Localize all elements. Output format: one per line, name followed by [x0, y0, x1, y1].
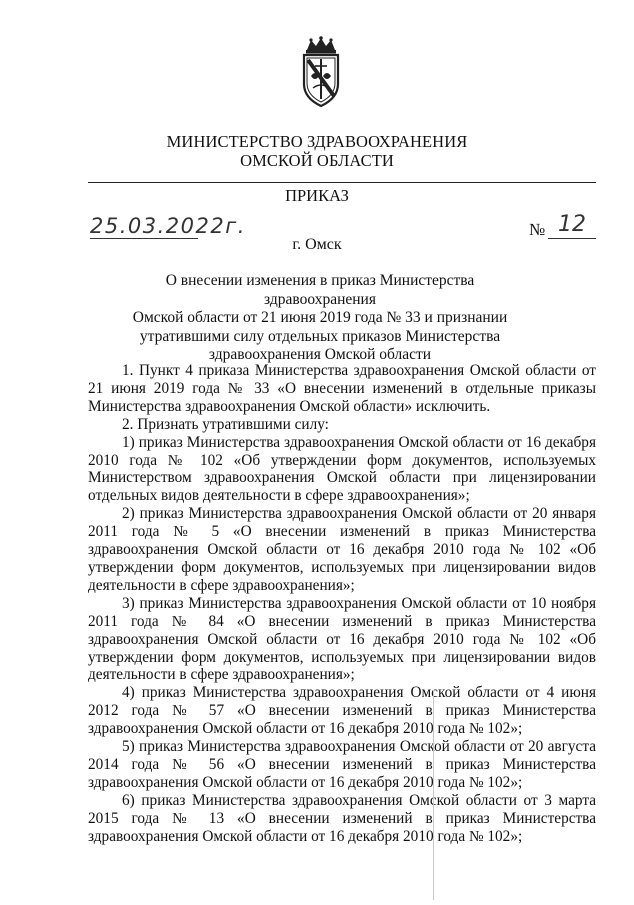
body-paragraph: 3) приказ Министерства здравоохранения Омской области от 10 ноября 2011 года № 84 «О внесении изменений в приказ Министерства здравоохранения Омской области от 16 декабря 2010 года № 102 «Об утверждении форм документов, используемых при лицензировании видов деятельности в сфере здравоохранения»;: [88, 594, 596, 684]
body-paragraph: 2) приказ Министерства здравоохранения Омской области от 20 января 2011 года № 5 «О внесении изменений в приказ Министерства здравоохранения Омской области от 16 декабря 2010 года № 102 «Об утверждении форм документов, используемых при лицензировании видов деятельности в сфере здравоохранения»;: [88, 505, 596, 594]
body-paragraph: 1. Пункт 4 приказа Министерства здравоохранения Омской области от 21 июня 2019 года № 33 «О внесении изменений в отдельные приказы Министерства здравоохранения Омской области» исключить.: [88, 362, 596, 415]
body-paragraph: 1) приказ Министерства здравоохранения Омской области от 16 декабря 2010 года № 102 «Об утверждении форм документов, используемых Министерством здравоохранения Омской области при лицензировании отдельных видов деятельности в сфере здравоохранения»;: [88, 433, 596, 505]
order-number: 12: [558, 212, 586, 237]
ministry-name-line2: ОМСКОЙ ОБЛАСТИ: [240, 151, 394, 170]
ministry-name-line1: МИНИСТЕРСТВО ЗДРАВООХРАНЕНИЯ: [166, 132, 468, 151]
coat-of-arms-icon: [299, 36, 343, 108]
city: г. Омск: [292, 236, 342, 253]
subject-line: утратившими силу отдельных приказов Министерства: [139, 327, 501, 345]
order-subject: [110, 272, 530, 365]
header-divider: [88, 182, 596, 183]
subject-line: здравоохранения Омской области: [208, 346, 432, 364]
subject-line: Омской области от 21 июня 2019 года № 33 и признании: [132, 309, 508, 327]
number-label: №: [529, 220, 546, 239]
body-paragraph: 5) приказ Министерства здравоохранения Омской области от 20 августа 2014 года № 56 «О внесении изменений в приказ Министерства здравоохранения Омской области от 16 декабря 2010 года № 102»;: [88, 738, 596, 791]
body-paragraph: 2. Признать утратившими силу:: [122, 415, 329, 433]
body-paragraph: 6) приказ Министерства здравоохранения Омской области от 3 марта 2015 года № 13 «О внесении изменений в приказ Министерства здравоохранения Омской области от 16 декабря 2010 года № 102»;: [88, 791, 596, 845]
subject-line: О внесении изменения в приказ Министерства здравоохранения: [165, 272, 475, 308]
order-body: [88, 362, 596, 845]
order-date: 25.03.2022г.: [90, 214, 246, 238]
scan-fold-line: [433, 690, 434, 900]
document-type: ПРИКАЗ: [285, 186, 349, 205]
body-paragraph: 4) приказ Министерства здравоохранения Омской области от 4 июня 2012 года № 57 «О внесении изменений в приказ Министерства здравоохранения Омской области от 16 декабря 2010 года № 102»;: [88, 684, 596, 738]
